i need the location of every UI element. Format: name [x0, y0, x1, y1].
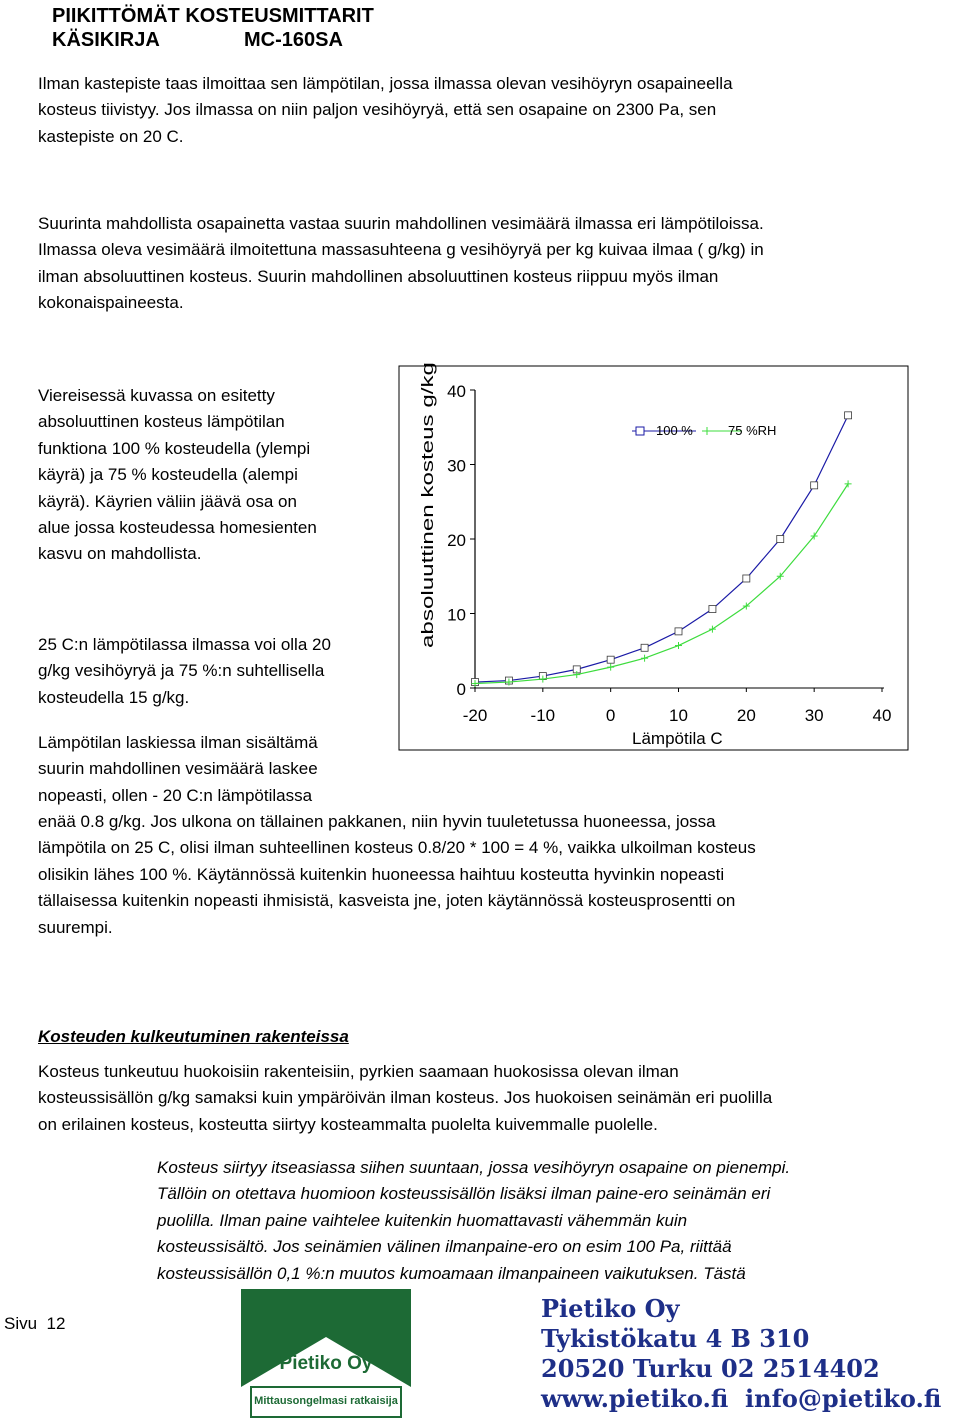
- y-tick-label: 40: [447, 382, 466, 401]
- x-tick-label: 0: [605, 706, 616, 725]
- y-tick-label: 10: [447, 605, 466, 625]
- text-line: nopeasti, ollen - 20 C:n lämpötilassa: [38, 785, 313, 805]
- data-point-75: [709, 626, 716, 633]
- data-point-100: [777, 536, 784, 543]
- page-footer-number: [4, 1314, 65, 1334]
- series-line-1: [475, 484, 848, 684]
- logo-name: Pietiko Oy: [279, 1353, 373, 1374]
- paragraph-figure-description: [38, 383, 317, 568]
- text-line: lämpötila on 25 C, olisi ilman suhteellinen kosteus 0.8/20 * 100 = 4 %, vaikka ulkoilman kosteus: [38, 838, 756, 858]
- text-line: käyrä) ja 75 % kosteudella (alempi: [38, 465, 298, 485]
- data-point-100: [675, 628, 682, 635]
- text-line: kosteussisältö. Jos seinämien välinen ilmanpaine-ero on esim 100 Pa, riittää: [157, 1237, 732, 1257]
- pietiko-logo: [241, 1289, 411, 1419]
- data-point-75: [743, 603, 750, 610]
- text-line: tällaisessa kuitenkin nopeasti ihmisistä, kasveista jne, joten käytännössä kosteusprosentti on: [38, 891, 736, 911]
- data-point-75: [573, 671, 580, 678]
- legend-marker-100: [636, 427, 644, 435]
- company-web-email: [541, 1384, 941, 1414]
- paragraph-dewpoint: [38, 71, 733, 150]
- paragraph-25c-example: [38, 632, 331, 711]
- data-point-75: [845, 480, 852, 487]
- text-line: Ilmassa oleva vesimäärä ilmoitettuna massasuhteena g vesihöyryä per kg kuivaa ilmaa ( g/kg) in: [38, 240, 764, 260]
- data-point-75: [641, 655, 648, 662]
- text-line: suurin mahdollinen vesimäärä laskee: [38, 759, 318, 779]
- x-tick-label: 10: [669, 706, 688, 725]
- page-number: 12: [46, 1314, 66, 1333]
- y-axis-label: absoluuttinen kosteus g/kg: [418, 446, 437, 648]
- text-line: kosteussisällön g/kg samaksi kuin ympäröivän ilman kosteus. Jos huokoisen seinämän eri puolilla: [38, 1088, 773, 1108]
- text-line: kokonaispaineesta.: [38, 293, 184, 313]
- text-line: kasvu on mahdollista.: [38, 544, 202, 564]
- header-model: MC-160SA: [244, 29, 343, 51]
- page-label: Sivu: [4, 1314, 38, 1333]
- text-line: Viereisessä kuvassa on esitetty: [38, 386, 275, 405]
- text-line: funktiona 100 % kosteudella (ylempi: [38, 438, 311, 458]
- header-manual: KÄSIKIRJA: [52, 29, 160, 51]
- data-point-75: [811, 533, 818, 540]
- section-heading: Kosteuden kulkeutuminen rakenteissa: [38, 1027, 349, 1046]
- text-line: suurempi.: [38, 917, 113, 937]
- text-line: Kosteus tunkeutuu huokoisiin rakenteisiin, pyrkien saamaan huokosissa olevan ilman: [38, 1062, 679, 1081]
- text-line: Lämpötilan laskiessa ilman sisältämä: [38, 733, 318, 752]
- text-line: absoluuttinen kosteus lämpötilan: [38, 412, 285, 432]
- text-line: Kosteus siirtyy itseasiassa siihen suuntaan, jossa vesihöyryn osapaine on pienempi.: [157, 1158, 791, 1177]
- x-tick-label: 20: [736, 706, 756, 725]
- chart-legend: [632, 423, 776, 438]
- x-tick-label: 40: [872, 706, 892, 725]
- data-point-100: [743, 575, 750, 582]
- text-line: alue jossa kosteudessa homesienten: [38, 518, 317, 538]
- text-line: kastepiste on 20 C.: [38, 126, 184, 146]
- data-point-100: [641, 644, 648, 651]
- company-street: Tykistökatu 4 B 310: [541, 1324, 810, 1353]
- y-tick-label: 0: [456, 680, 466, 699]
- data-point-100: [811, 482, 818, 489]
- data-point-75: [777, 573, 784, 580]
- text-line: g/kg vesihöyryä ja 75 %:n suhtellisella: [38, 661, 325, 681]
- text-line: enää 0.8 g/kg. Jos ulkona on tällainen pakkanen, niin hyvin tuuletetussa huoneessa, jossa: [38, 812, 716, 831]
- paragraph-max-partial-pressure: [38, 211, 764, 317]
- data-point-100: [539, 673, 546, 680]
- paragraph-temperature-drop: [38, 730, 318, 809]
- data-point-100: [845, 412, 852, 419]
- x-tick-label: -20: [462, 706, 488, 725]
- logo-tagline: Mittausongelmasi ratkaisija: [254, 1395, 398, 1407]
- y-tick-label: 30: [447, 456, 466, 476]
- x-tick-label: 30: [804, 706, 824, 725]
- paragraph-vapour-pressure: [157, 1155, 790, 1287]
- text-line: olisikin lähes 100 %. Käytännössä kuitenkin huoneessa haihtuu kosteutta hyvinkin nopeasti: [38, 864, 725, 884]
- data-point-75: [472, 680, 479, 687]
- text-line: 25 C:n lämpötilassa ilmassa voi olla 20: [38, 635, 331, 654]
- company-name: Pietiko Oy: [541, 1294, 680, 1323]
- text-line: ilman absoluuttinen kosteus. Suurin mahdollinen absoluuttinen kosteus riippuu myös ilman: [38, 266, 719, 286]
- series-line-0: [475, 415, 848, 682]
- paragraph-moisture-transport: [38, 1059, 772, 1138]
- company-email-link[interactable]: info@pietiko.fi: [745, 1384, 942, 1413]
- company-web-link[interactable]: www.pietiko.fi: [541, 1384, 729, 1413]
- legend-label-100: 100 %: [656, 423, 693, 438]
- text-line: kosteussisällön 0,1 %:n muutos kumoamaan ilmanpaineen vaikutuksen. Tästä: [157, 1263, 746, 1283]
- text-line: puolilla. Ilman paine vaihtelee kuitenkin huomattavasti vähemmän kuin: [157, 1210, 688, 1230]
- legend-label-75: 75 %RH: [728, 423, 777, 438]
- company-postal-phone: 20520 Turku 02 2514402: [541, 1354, 880, 1383]
- x-axis-label: Lämpötila C: [632, 729, 723, 748]
- data-point-100: [573, 666, 580, 673]
- paragraph-frost-example: [38, 809, 756, 941]
- x-tick-label: -10: [530, 706, 556, 725]
- data-point-75: [505, 679, 512, 686]
- y-tick-label: 20: [447, 531, 466, 550]
- data-point-75: [539, 676, 546, 683]
- text-line: kosteudella 15 g/kg.: [38, 687, 190, 707]
- data-point-75: [607, 664, 614, 671]
- header-title: PIIKITTÖMÄT KOSTEUSMITTARIT: [52, 5, 374, 27]
- data-point-100: [709, 606, 716, 613]
- data-point-75: [675, 642, 682, 649]
- text-line: käyrä). Käyrien väliin jäävä osa on: [38, 491, 297, 511]
- text-line: Suurinta mahdollista osapainetta vastaa suurin mahdollinen vesimäärä ilmassa eri lämpötiloissa.: [38, 214, 764, 233]
- data-point-100: [607, 656, 614, 663]
- text-line: Tällöin on otettava huomioon kosteussisällön lisäksi ilman paine-ero seinämän eri: [157, 1184, 771, 1204]
- chart-frame: [399, 366, 908, 750]
- data-point-100: [505, 677, 512, 684]
- text-line: Ilman kastepiste taas ilmoittaa sen lämpötilan, jossa ilmassa olevan vesihöyryn osapaineella: [38, 74, 733, 93]
- text-line: kosteus tiivistyy. Jos ilmassa on niin paljon vesihöyryä, että sen osapaine on 2300 Pa, sen: [38, 100, 717, 120]
- data-point-100: [472, 679, 479, 686]
- text-line: on erilainen kosteus, kosteutta siirtyy kosteammalta puolelta kuivemmalle puolelle.: [38, 1114, 658, 1134]
